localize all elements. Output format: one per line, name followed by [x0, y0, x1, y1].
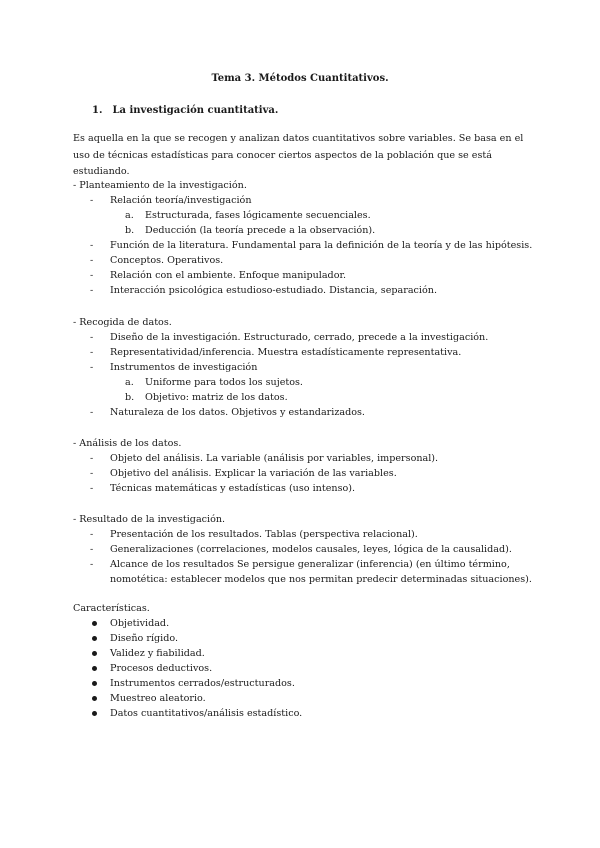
- list-item: [73, 451, 553, 466]
- list-item-text: Objetivo del análisis. Explicar la variación de las variables.: [110, 468, 397, 479]
- list-item: [73, 253, 553, 268]
- dash-marker: -: [90, 195, 94, 206]
- list-item-text: Presentación de los resultados. Tablas (perspectiva relacional).: [110, 529, 418, 540]
- analisis-section: [73, 436, 553, 496]
- sub-list-item-text: Estructurada, fases lógicamente secuenciales.: [145, 210, 371, 221]
- list-item: [73, 661, 553, 676]
- sub-list-item-text: Objetivo: matriz de los datos.: [145, 392, 288, 403]
- recogida-section: [73, 315, 553, 420]
- dash-marker: -: [90, 529, 94, 540]
- analisis-heading: - Análisis de los datos.: [73, 438, 182, 449]
- dash-marker: -: [90, 270, 94, 281]
- list-item: [73, 616, 553, 631]
- list-item: [73, 238, 553, 253]
- sub-list-item: [73, 208, 553, 223]
- list-item: [73, 706, 553, 721]
- list-item: [73, 481, 553, 496]
- list-item: [73, 360, 553, 375]
- list-item: [73, 631, 553, 646]
- dash-marker: -: [90, 240, 94, 251]
- dash-marker: -: [90, 483, 94, 494]
- list-item: [73, 676, 553, 691]
- sub-list-item: [73, 223, 553, 238]
- dash-marker: -: [90, 559, 94, 570]
- list-item-text: Validez y fiabilidad.: [110, 648, 205, 659]
- letter-marker: a.: [125, 210, 134, 221]
- letter-marker: b.: [125, 225, 135, 236]
- bullet-icon: [92, 696, 97, 701]
- list-item-text: Diseño rígido.: [110, 633, 179, 644]
- sub-list-item: [73, 375, 553, 390]
- list-item-text: Procesos deductivos.: [110, 663, 213, 674]
- bullet-icon: [92, 636, 97, 641]
- caracteristicas-heading: Características.: [73, 603, 150, 614]
- list-item-text: Relación teoría/investigación: [110, 195, 252, 206]
- dash-marker: -: [90, 407, 94, 418]
- bullet-icon: [92, 666, 97, 671]
- list-item-text: Objeto del análisis. La variable (análisis por variables, impersonal).: [110, 453, 439, 464]
- list-item: [73, 527, 553, 542]
- list-item: [73, 646, 553, 661]
- list-item-text: Diseño de la investigación. Estructurado, cerrado, precede a la investigación.: [110, 332, 489, 343]
- bullet-icon: [92, 651, 97, 656]
- planteamiento-section: [73, 178, 553, 298]
- section-heading-text: La investigación cuantitativa.: [112, 105, 279, 116]
- section-number: 1.: [92, 105, 103, 116]
- bullet-icon: [92, 711, 97, 716]
- list-item: [73, 691, 553, 706]
- list-item-text: Técnicas matemáticas y estadísticas (uso intenso).: [110, 483, 356, 494]
- bullet-icon: [92, 681, 97, 686]
- sub-list-item-text: Uniforme para todos los sujetos.: [145, 377, 303, 388]
- recogida-heading: - Recogida de datos.: [73, 317, 172, 328]
- list-item-text: Instrumentos cerrados/estructurados.: [110, 678, 295, 689]
- section-heading: [92, 105, 278, 116]
- dash-marker: -: [90, 255, 94, 266]
- resultado-section: [73, 512, 553, 587]
- list-item: [73, 330, 553, 345]
- list-item: [73, 283, 553, 298]
- dash-marker: -: [90, 468, 94, 479]
- list-item-text: Función de la literatura. Fundamental para la definición de la teoría y de las hipótesis.: [110, 240, 533, 251]
- list-item-text: Alcance de los resultados Se persigue generalizar (inferencia) (en último término, nomotética: establecer modelos que nos permitan predecir determinadas situaciones).: [110, 559, 532, 585]
- dash-marker: -: [90, 285, 94, 296]
- list-item-text: Naturaleza de los datos. Objetivos y estandarizados.: [110, 407, 365, 418]
- letter-marker: a.: [125, 377, 134, 388]
- bullet-icon: [92, 621, 97, 626]
- list-item-text: Datos cuantitativos/análisis estadístico.: [110, 708, 303, 719]
- dash-marker: -: [90, 453, 94, 464]
- sub-list-item: [73, 390, 553, 405]
- sub-list-item-text: Deducción (la teoría precede a la observación).: [145, 225, 376, 236]
- list-item-text: Representatividad/inferencia. Muestra estadísticamente representativa.: [110, 347, 462, 358]
- intro-paragraph: Es aquella en la que se recogen y analizan datos cuantitativos sobre variables. Se basa en el uso de técnicas estadísticas para conocer ciertos aspectos de la población que se está estudiando.: [73, 133, 524, 177]
- document-title: Tema 3. Métodos Cuantitativos.: [211, 73, 389, 84]
- list-item: [73, 268, 553, 283]
- dash-marker: -: [90, 544, 94, 555]
- list-item: [73, 405, 553, 420]
- caracteristicas-section: [73, 601, 553, 721]
- letter-marker: b.: [125, 392, 135, 403]
- dash-marker: -: [90, 362, 94, 373]
- dash-marker: -: [90, 332, 94, 343]
- list-item: [73, 557, 540, 587]
- list-item: [73, 193, 553, 208]
- list-item: [73, 542, 553, 557]
- list-item-text: Relación con el ambiente. Enfoque manipulador.: [110, 270, 347, 281]
- list-item-text: Objetividad.: [110, 618, 170, 629]
- list-item-text: Conceptos. Operativos.: [110, 255, 224, 266]
- list-item-text: Muestreo aleatorio.: [110, 693, 206, 704]
- list-item-text: Instrumentos de investigación: [110, 362, 258, 373]
- list-item-text: Generalizaciones (correlaciones, modelos causales, leyes, lógica de la causalidad).: [110, 544, 512, 555]
- planteamiento-heading: - Planteamiento de la investigación.: [73, 180, 247, 191]
- list-item-text: Interacción psicológica estudioso-estudiado. Distancia, separación.: [110, 285, 437, 296]
- resultado-heading: - Resultado de la investigación.: [73, 514, 226, 525]
- dash-marker: -: [90, 347, 94, 358]
- list-item: [73, 345, 553, 360]
- list-item: [73, 466, 553, 481]
